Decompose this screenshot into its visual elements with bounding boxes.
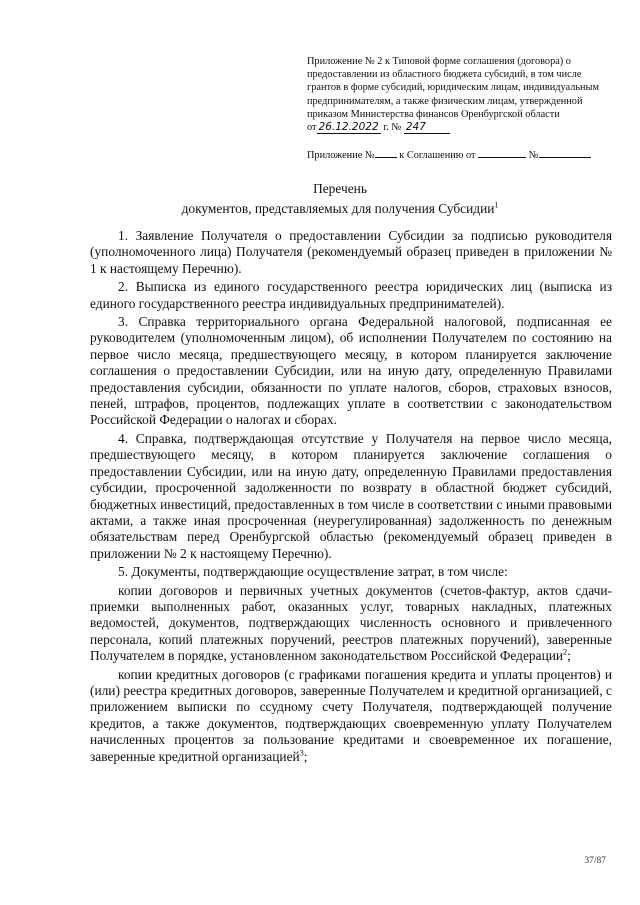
paragraph-5: 5. Документы, подтверждающие осуществление затрат, в том числе: — [118, 564, 508, 580]
title-footnote-mark: 1 — [494, 200, 499, 210]
handwritten-number: 247 — [404, 121, 450, 134]
agreement-suffix: № — [528, 150, 539, 161]
agreement-date-blank — [478, 148, 526, 158]
paragraph-6-text: копии договоров и первичных учетных документов (счетов-фактур, актов сдачи-приемки выполненных работ, оказанных услуг, товарных накладных, платежных ведомостей, документов, подтверждающих численность основного и привлеченного персонала, копий платежных поручений, реестров платежных поручений), заверенные Получателем в порядке, установленном законодательством Российской Федерации — [90, 582, 612, 664]
paragraph-1: 1. Заявление Получателя о предоставлении Субсидии за подписью руководителя (уполномоченного лица) Получателя (рекомендуемый образец приведен в приложении № 1 к настоящему Перечню). — [90, 228, 612, 276]
footnote-mark-2: 2 — [563, 647, 568, 657]
paragraph-4: 4. Справка, подтверждающая отсутствие у Получателя на первое число месяца, предшествующего месяцу, в котором планируется заключение соглашения о предоставлении Субсидии, или на иную дату, определенную Правилами предоставления субсидии, просроченной задолженности по возврату в областной бюджет субсидий, бюджетных инвестиций, предоставленных в том числе в соответствии с иными правовыми актами, а также иная просроченная (неурегулированная) задолженность по денежным обязательствам перед Оренбургской областью (рекомендуемый образец приведен в приложении № 2 к настоящему Перечню). — [90, 430, 612, 561]
header-year-suffix: г. № — [383, 122, 402, 134]
paragraph-7 — [90, 667, 612, 765]
agreement-middle: к Соглашению от — [399, 150, 476, 161]
agreement-reference — [307, 148, 617, 163]
footnote-mark-3: 3 — [299, 748, 304, 758]
paragraph-6-end: ; — [567, 648, 571, 664]
agreement-prefix: Приложение № — [307, 150, 375, 161]
document-body — [90, 228, 612, 767]
agreement-number2-blank — [539, 148, 591, 158]
subtitle-text: документов, представляемых для получения Субсидии — [181, 201, 495, 216]
paragraph-7-text: копии кредитных договоров (с графиками погашения кредита и уплаты процентов) и (или) реестра кредитных договоров, заверенные Получателем и кредитной организацией, с приложением выписки по ссудному счету Получателя, подтверждающей получение кредитов, а также документов, подтверждающих своевременную уплату Получателем начисленных процентов за пользование кредитами и своевременное их погашение, заверенные кредитной организацией — [90, 666, 612, 764]
appendix-header-note — [307, 55, 613, 134]
paragraph-6 — [90, 583, 612, 665]
document-title: Перечень — [313, 181, 367, 196]
agreement-number-blank — [375, 148, 397, 158]
page-number: 37/87 — [584, 856, 606, 866]
paragraph-2: 2. Выписка из единого государственного реестра юридических лиц (выписка из единого государственного реестра индивидуальных предпринимателей). — [90, 279, 612, 311]
paragraph-7-end: ; — [303, 748, 308, 764]
paragraph-3: 3. Справка территориального органа Федеральной налоговой, подписанная ее руководителем (уполномоченным лицом), об исполнении Получателем по состоянию на первое число месяца, предшествующего месяцу, в котором планируется заключение соглашения о предоставлении Субсидии, или на иную дату, определенную Правилами предоставления субсидии, обязанности по уплате налогов, сборов, страховых взносов, пеней, штрафов, процентов, подлежащих уплате в соответствии с законодательством Российской Федерации о налогах и сборах. — [90, 314, 612, 428]
handwritten-date: 26.12.2022 — [318, 121, 379, 134]
header-note-text: Приложение № 2 к Типовой форме соглашения (договора) о предоставлении из областного бюджета субсидий, в том числе грантов в форме субсидий, юридическим лицам, индивидуальным предпринимателям, а также физическим лицам, утвержденной приказом Министерства финансов Оренбургской области от — [307, 56, 599, 134]
document-subtitle — [60, 200, 620, 218]
